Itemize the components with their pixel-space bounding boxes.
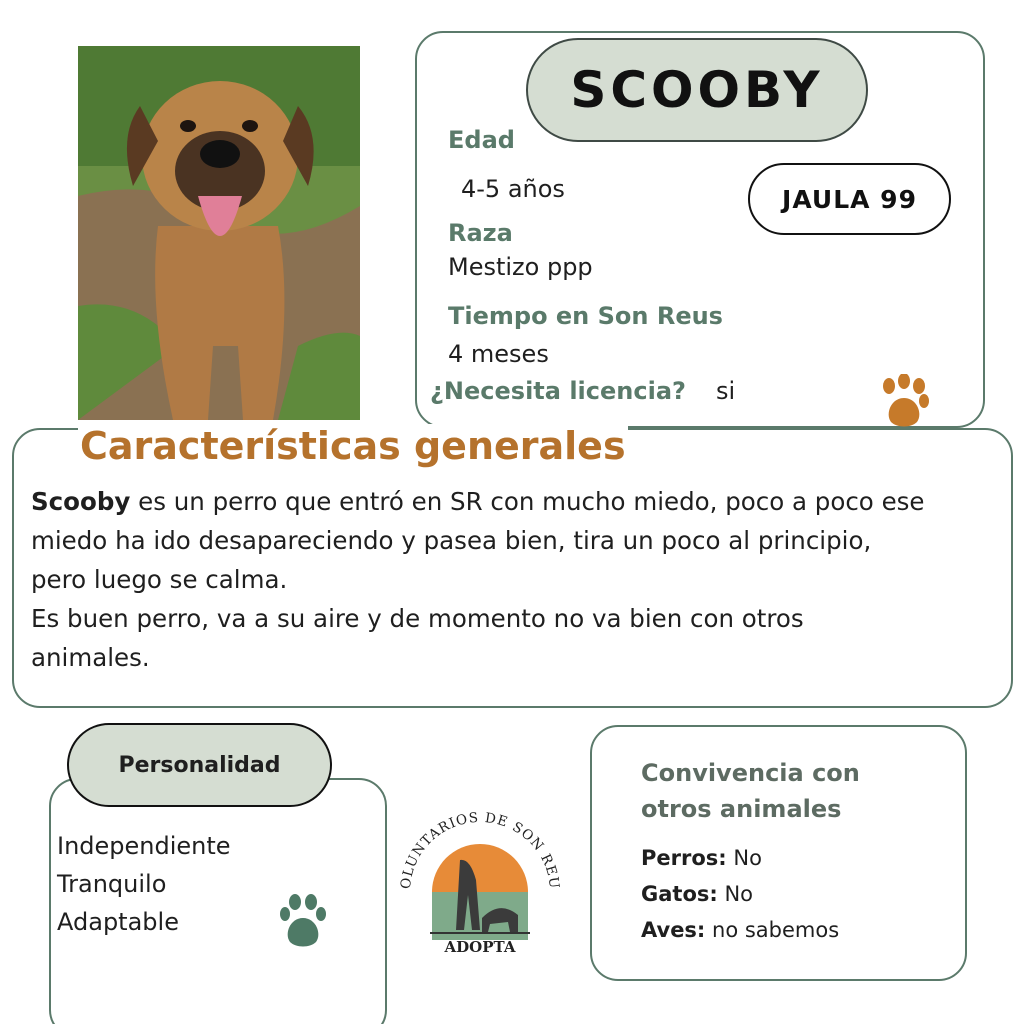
coexistence-label: Perros: — [641, 846, 727, 870]
personality-item: Independiente — [57, 832, 231, 860]
paw-print-icon — [276, 894, 330, 950]
coexistence-title-line1: Convivencia con — [641, 759, 860, 787]
coexistence-value: No — [724, 882, 754, 906]
time-label: Tiempo en Son Reus — [448, 302, 723, 330]
personality-box — [49, 778, 387, 1024]
logo-arc-text: OLUNTARIOS DE SON REU — [397, 809, 563, 891]
dog-name-bold: Scooby — [31, 487, 131, 516]
logo-bottom-text: ADOPTA — [444, 938, 516, 956]
coexistence-label: Gatos: — [641, 882, 718, 906]
personality-item: Adaptable — [57, 908, 179, 936]
personality-title: Personalidad — [67, 723, 332, 807]
coexistence-value: no sabemos — [712, 918, 840, 942]
coexistence-row-dogs — [641, 846, 762, 870]
dog-name-badge: SCOOBY — [526, 38, 868, 142]
coexistence-title-line2: otros animales — [641, 795, 842, 823]
license-value: si — [716, 377, 736, 405]
char-line-5: animales. — [31, 643, 150, 672]
char-line-4: Es buen perro, va a su aire y de momento no va bien con otros — [31, 604, 804, 633]
voluntarios-logo — [390, 800, 570, 970]
coexistence-value: No — [733, 846, 762, 870]
personality-item: Tranquilo — [57, 870, 167, 898]
cage-badge: JAULA 99 — [748, 163, 951, 235]
coexistence-label: Aves: — [641, 918, 706, 942]
coexistence-row-cats — [641, 882, 753, 906]
age-value: 4-5 años — [461, 175, 565, 203]
char-line-2: miedo ha ido desapareciendo y pasea bien, tira un poco al principio, — [31, 526, 872, 555]
age-label: Edad — [448, 126, 515, 154]
license-label: ¿Necesita licencia? — [430, 377, 686, 405]
characteristics-title: Características generales — [80, 424, 626, 468]
paw-print-icon — [877, 374, 931, 430]
breed-value: Mestizo ppp — [448, 253, 593, 281]
char-line-1: es un perro que entró en SR con mucho miedo, poco a poco ese — [130, 487, 925, 516]
characteristics-text — [31, 482, 1001, 677]
char-line-3: pero luego se calma. — [31, 565, 288, 594]
time-value: 4 meses — [448, 340, 549, 368]
coexistence-title — [641, 755, 941, 827]
dog-photo — [78, 46, 360, 420]
coexistence-row-birds — [641, 918, 839, 942]
breed-label: Raza — [448, 219, 513, 247]
